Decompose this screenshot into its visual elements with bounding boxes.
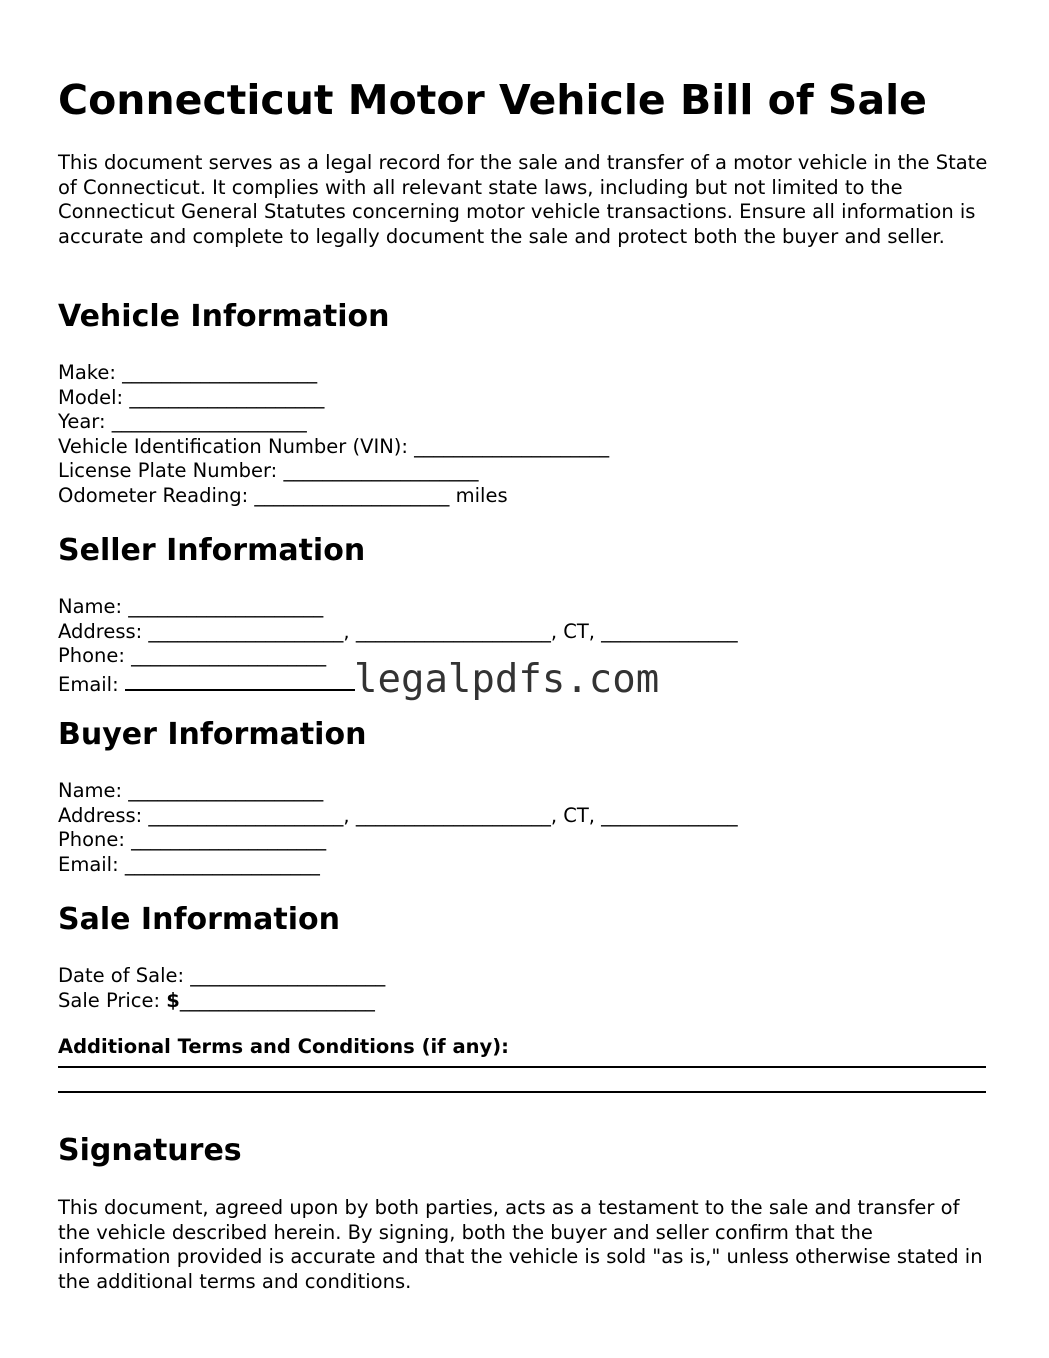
terms-label: Additional Terms and Conditions (if any): (58, 1035, 509, 1058)
odometer-field[interactable]: Odometer Reading: ____________________ miles (58, 483, 508, 507)
sale-price-field[interactable] (58, 989, 385, 1014)
signatures-paragraph: This document, agreed upon by both parties, acts as a testament to the sale and transfer of the vehicle described herein. By signing, both the buyer and seller confirm that the information provided is accurate and that the vehicle is sold "as is," unless otherwise stated in the additional terms and conditions. (58, 1196, 983, 1293)
terms-line-2[interactable] (58, 1091, 986, 1093)
buyer-name-field[interactable]: Name: ____________________ (58, 779, 324, 802)
seller-email-label: Email: (58, 672, 125, 696)
terms-line-1[interactable] (58, 1066, 986, 1068)
sale-price-blank[interactable]: ____________________ (179, 988, 375, 1012)
license-plate-field[interactable]: License Plate Number: ____________________ (58, 459, 479, 482)
buyer-phone-field[interactable]: Phone: ____________________ (58, 828, 327, 851)
sale-fields (58, 964, 385, 1013)
seller-name-field[interactable]: Name: ____________________ (58, 595, 324, 618)
intro-paragraph: This document serves as a legal record for the sale and transfer of a motor vehicle in the State of Connecticut. It complies with all relevant state laws, including but not limited to the Connecticut General Statutes concerning motor vehicle transactions. Ensure all information is accurate and complete to legally document the sale and protect both the buyer and seller. (58, 151, 988, 248)
vehicle-heading: Vehicle Information (58, 299, 390, 334)
sale-heading: Sale Information (58, 902, 340, 937)
seller-phone-field[interactable]: Phone: ____________________ (58, 644, 327, 667)
vehicle-fields (58, 361, 609, 508)
vin-field[interactable]: Vehicle Identification Number (VIN): ____________________ (58, 434, 610, 458)
signatures-heading: Signatures (58, 1133, 242, 1168)
seller-heading: Seller Information (58, 533, 366, 568)
seller-address-field[interactable]: Address: ____________________, ____________________, CT, ______________ (58, 619, 738, 643)
model-field[interactable]: Model: ____________________ (58, 385, 325, 409)
buyer-fields (58, 779, 738, 877)
sale-price-label: Sale Price: (58, 988, 167, 1012)
make-field[interactable]: Make: ____________________ (58, 361, 318, 384)
page-title: Connecticut Motor Vehicle Bill of Sale (58, 76, 927, 124)
buyer-address-field[interactable]: Address: ____________________, ____________________, CT, ______________ (58, 803, 738, 827)
buyer-heading: Buyer Information (58, 717, 367, 752)
buyer-email-field[interactable]: Email: ____________________ (58, 852, 320, 876)
year-field[interactable]: Year: ____________________ (58, 410, 307, 433)
seller-email-blank[interactable] (125, 669, 355, 691)
dollar-sign: $ (166, 988, 180, 1012)
sale-date-field[interactable]: Date of Sale: ____________________ (58, 964, 386, 987)
watermark-logo: legalpdfs.com (354, 657, 660, 702)
